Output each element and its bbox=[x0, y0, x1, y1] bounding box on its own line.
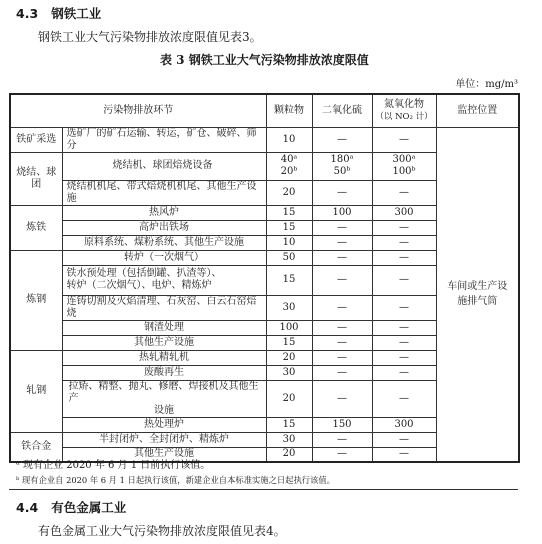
unit-label: 单位：mg/m³ bbox=[455, 79, 518, 90]
so2-cell: — bbox=[312, 235, 372, 250]
section-4-4-heading bbox=[16, 498, 126, 516]
source-cell: 烧结机、球团焙烧设备 bbox=[62, 152, 266, 180]
source-cell bbox=[62, 380, 266, 417]
pm-cell: 30 bbox=[266, 365, 312, 380]
section-4-3-heading bbox=[16, 4, 101, 22]
source-cell: 热风炉 bbox=[62, 205, 266, 220]
source-cell: 其他生产设施 bbox=[62, 447, 266, 462]
nox-cell: — bbox=[372, 365, 436, 380]
so2-cell: — bbox=[312, 127, 372, 152]
pm-cell bbox=[266, 152, 312, 180]
source-cell: 选矿厂的矿石运输、转运，矿仓、破碎、筛分 bbox=[62, 127, 266, 152]
nox-value-a: 300ᵃ bbox=[392, 154, 416, 165]
so2-cell: 100 bbox=[312, 205, 372, 220]
so2-cell: — bbox=[312, 350, 372, 365]
so2-value-b: 50ᵇ bbox=[333, 166, 351, 177]
table-header-row bbox=[10, 94, 519, 127]
pm-cell: 15 bbox=[266, 335, 312, 350]
table-caption: 表 3 钢铁工业大气污染物排放浓度限值 bbox=[160, 53, 369, 67]
source-cell: 高炉出铁场 bbox=[62, 220, 266, 235]
so2-cell: — bbox=[312, 335, 372, 350]
pm-cell: 20 bbox=[266, 380, 312, 417]
nox-cell: — bbox=[372, 447, 436, 462]
pm-cell: 20 bbox=[266, 350, 312, 365]
so2-cell: — bbox=[312, 265, 372, 295]
nox-cell: — bbox=[372, 220, 436, 235]
source-line-2: 设施 bbox=[154, 404, 174, 416]
header-so2: 二氧化硫 bbox=[312, 94, 372, 127]
pm-cell: 15 bbox=[266, 417, 312, 432]
so2-cell: — bbox=[312, 295, 372, 320]
so2-cell: — bbox=[312, 220, 372, 235]
category-cell: 烧结、球团 bbox=[10, 152, 62, 205]
pm-cell: 100 bbox=[266, 320, 312, 335]
header-nox-sub: （以 NO₂ 计） bbox=[375, 111, 433, 122]
so2-cell: — bbox=[312, 380, 372, 417]
table-row bbox=[10, 127, 519, 152]
pm-cell: 15 bbox=[266, 205, 312, 220]
so2-cell: — bbox=[312, 320, 372, 335]
category-cell: 铁合金 bbox=[10, 432, 62, 462]
source-line-1: 拉矫、精整、抛丸、修磨、焊接机及其他生产 bbox=[68, 380, 259, 404]
source-cell: 其他生产设施 bbox=[62, 335, 266, 350]
emission-limits-table bbox=[9, 93, 520, 463]
pm-cell: 15 bbox=[266, 265, 312, 295]
so2-cell: — bbox=[312, 447, 372, 462]
header-nox bbox=[372, 94, 436, 127]
section-title: 有色金属工业 bbox=[51, 500, 127, 515]
pm-cell: 20 bbox=[266, 180, 312, 205]
so2-cell: — bbox=[312, 432, 372, 447]
so2-cell: 150 bbox=[312, 417, 372, 432]
so2-cell: — bbox=[312, 365, 372, 380]
header-nox-label: 氮氧化物 bbox=[384, 98, 424, 110]
header-monitor: 监控位置 bbox=[436, 94, 519, 127]
source-cell: 半封闭炉、全封闭炉、精炼炉 bbox=[62, 432, 266, 447]
source-cell: 原料系统、煤粉系统、其他生产设施 bbox=[62, 235, 266, 250]
section-number: 4.3 bbox=[16, 6, 39, 21]
source-cell: 热处理炉 bbox=[62, 417, 266, 432]
monitor-position-cell bbox=[436, 127, 519, 462]
table-bottom-rule bbox=[9, 489, 518, 490]
pm-cell: 30 bbox=[266, 295, 312, 320]
nox-cell: — bbox=[372, 250, 436, 265]
so2-cell bbox=[312, 152, 372, 180]
nox-cell: — bbox=[372, 127, 436, 152]
nox-cell: — bbox=[372, 432, 436, 447]
section-4-3-intro: 钢铁工业大气污染物排放浓度限值见表3。 bbox=[38, 30, 262, 44]
pm-cell: 15 bbox=[266, 220, 312, 235]
category-cell: 炼铁 bbox=[10, 205, 62, 250]
source-line-2: 转炉（二次烟气）、电炉、精炼炉 bbox=[66, 280, 212, 291]
source-cell: 转炉（一次烟气） bbox=[62, 250, 266, 265]
nox-cell: 300 bbox=[372, 417, 436, 432]
nox-cell bbox=[372, 152, 436, 180]
so2-cell: — bbox=[312, 180, 372, 205]
pm-cell: 10 bbox=[266, 127, 312, 152]
category-cell: 铁矿采选 bbox=[10, 127, 62, 152]
source-cell bbox=[62, 265, 266, 295]
source-cell: 废酸再生 bbox=[62, 365, 266, 380]
monitor-position: 车间或生产设施排气筒 bbox=[447, 281, 508, 308]
section-number: 4.4 bbox=[16, 500, 39, 515]
nox-cell: — bbox=[372, 350, 436, 365]
nox-cell: — bbox=[372, 380, 436, 417]
header-pm: 颗粒物 bbox=[266, 94, 312, 127]
category-cell: 轧钢 bbox=[10, 350, 62, 432]
nox-cell: — bbox=[372, 335, 436, 350]
nox-value-b: 100ᵇ bbox=[392, 166, 416, 177]
section-title: 钢铁工业 bbox=[51, 6, 102, 21]
note-a: ᵃ 现有企业 2020 年 6 月 1 日前执行该值。 bbox=[16, 460, 211, 471]
so2-value-a: 180ᵃ bbox=[330, 154, 354, 165]
pm-cell: 10 bbox=[266, 235, 312, 250]
pm-cell: 30 bbox=[266, 432, 312, 447]
nox-cell: — bbox=[372, 320, 436, 335]
so2-cell: — bbox=[312, 250, 372, 265]
pm-value-b: 20ᵇ bbox=[280, 166, 298, 177]
nox-cell: 300 bbox=[372, 205, 436, 220]
nox-cell: — bbox=[372, 295, 436, 320]
note-b: ᵇ 现有企业自 2020 年 6 月 1 日起执行该值，新建企业自本标准实施之日起执行该值。 bbox=[16, 475, 335, 485]
pm-cell: 20 bbox=[266, 447, 312, 462]
source-cell: 热轧精轧机 bbox=[62, 350, 266, 365]
source-line-1: 铁水预处理（包括倒罐、扒渣等）、 bbox=[66, 268, 222, 279]
nox-cell: — bbox=[372, 265, 436, 295]
nox-cell: — bbox=[372, 180, 436, 205]
pm-cell: 50 bbox=[266, 250, 312, 265]
source-cell: 烧结机机尾、带式焙烧机机尾、其他生产设施 bbox=[62, 180, 266, 205]
source-cell: 连铸切割及火焰清理、石灰窑、白云石窑焙烧 bbox=[62, 295, 266, 320]
nox-cell: — bbox=[372, 235, 436, 250]
header-source: 污染物排放环节 bbox=[10, 94, 266, 127]
section-4-4-intro: 有色金属工业大气污染物排放浓度限值见表4。 bbox=[38, 524, 286, 538]
source-cell: 钢渣处理 bbox=[62, 320, 266, 335]
category-cell: 炼钢 bbox=[10, 250, 62, 350]
pm-value-a: 40ᵃ bbox=[280, 154, 298, 165]
